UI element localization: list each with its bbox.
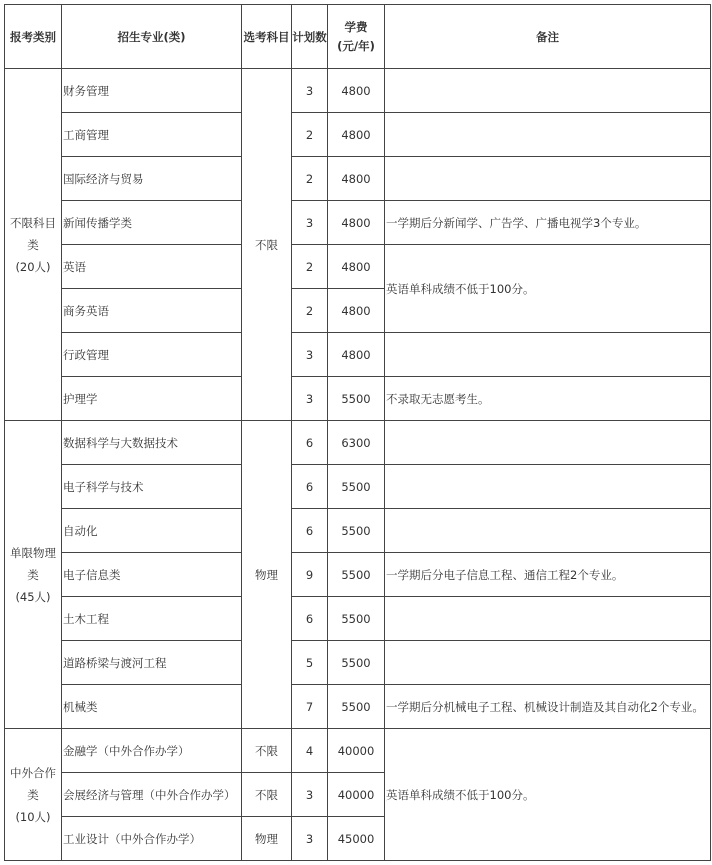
table-row (5, 201, 711, 245)
fee-cell: 5500 (328, 553, 385, 597)
table-row (5, 333, 711, 377)
note-cell (385, 597, 711, 641)
major-cell: 护理学 (62, 377, 242, 421)
category-cell (5, 729, 62, 861)
note-cell (385, 113, 711, 157)
major-cell: 工业设计（中外合作办学） (62, 817, 242, 861)
category-name: 中外合作类 (10, 765, 56, 802)
note-cell: 一学期后分机械电子工程、机械设计制造及其自动化2个专业。 (385, 685, 711, 729)
fee-cell: 45000 (328, 817, 385, 861)
fee-cell: 4800 (328, 69, 385, 113)
major-cell: 金融学（中外合作办学） (62, 729, 242, 773)
table-row (5, 157, 711, 201)
fee-cell: 5500 (328, 597, 385, 641)
fee-cell: 40000 (328, 729, 385, 773)
fee-cell: 4800 (328, 201, 385, 245)
plan-cell: 5 (292, 641, 328, 685)
note-cell: 英语单科成绩不低于100分。 (385, 245, 711, 333)
note-cell (385, 157, 711, 201)
major-cell: 英语 (62, 245, 242, 289)
plan-cell: 2 (292, 157, 328, 201)
note-cell: 英语单科成绩不低于100分。 (385, 729, 711, 861)
note-cell: 一学期后分电子信息工程、通信工程2个专业。 (385, 553, 711, 597)
fee-cell: 5500 (328, 509, 385, 553)
fee-cell: 40000 (328, 773, 385, 817)
table-row (5, 465, 711, 509)
plan-cell: 2 (292, 289, 328, 333)
fee-cell: 4800 (328, 333, 385, 377)
major-cell: 会展经济与管理（中外合作办学） (62, 773, 242, 817)
note-cell (385, 641, 711, 685)
plan-cell: 6 (292, 421, 328, 465)
table-row (5, 377, 711, 421)
table-row (5, 421, 711, 465)
plan-cell: 7 (292, 685, 328, 729)
header-category: 报考类别 (5, 5, 62, 69)
fee-cell: 4800 (328, 157, 385, 201)
table-row (5, 245, 711, 289)
plan-cell: 6 (292, 509, 328, 553)
subject-cell: 不限 (242, 69, 292, 421)
fee-cell: 5500 (328, 641, 385, 685)
plan-cell: 6 (292, 465, 328, 509)
category-count: (45人) (15, 589, 51, 604)
table-row (5, 641, 711, 685)
header-fee-line1: 学费 (344, 19, 368, 34)
subject-cell: 物理 (242, 817, 292, 861)
major-cell: 数据科学与大数据技术 (62, 421, 242, 465)
major-cell: 财务管理 (62, 69, 242, 113)
note-cell (385, 69, 711, 113)
major-cell: 土木工程 (62, 597, 242, 641)
category-count: (10人) (15, 809, 51, 824)
table-row (5, 69, 711, 113)
plan-cell: 3 (292, 333, 328, 377)
header-note: 备注 (385, 5, 711, 69)
fee-cell: 4800 (328, 113, 385, 157)
plan-cell: 2 (292, 113, 328, 157)
note-cell (385, 465, 711, 509)
major-cell: 自动化 (62, 509, 242, 553)
category-name: 单限物理类 (10, 545, 56, 582)
admission-plan-table (4, 4, 711, 861)
plan-cell: 3 (292, 773, 328, 817)
note-cell: 一学期后分新闻学、广告学、广播电视学3个专业。 (385, 201, 711, 245)
header-subject: 选考科目 (242, 5, 292, 69)
table-row (5, 113, 711, 157)
note-cell: 不录取无志愿考生。 (385, 377, 711, 421)
fee-cell: 4800 (328, 245, 385, 289)
table-row (5, 729, 711, 773)
table-row (5, 597, 711, 641)
note-cell (385, 421, 711, 465)
major-cell: 新闻传播学类 (62, 201, 242, 245)
header-plan: 计划数 (292, 5, 328, 69)
fee-cell: 6300 (328, 421, 385, 465)
plan-cell: 3 (292, 201, 328, 245)
table-header-row (5, 5, 711, 69)
plan-cell: 9 (292, 553, 328, 597)
table-row (5, 509, 711, 553)
plan-cell: 4 (292, 729, 328, 773)
major-cell: 行政管理 (62, 333, 242, 377)
major-cell: 商务英语 (62, 289, 242, 333)
category-cell (5, 69, 62, 421)
major-cell: 工商管理 (62, 113, 242, 157)
category-name: 不限科目类 (10, 215, 56, 252)
header-major: 招生专业(类) (62, 5, 242, 69)
major-cell: 电子信息类 (62, 553, 242, 597)
subject-cell: 不限 (242, 729, 292, 773)
major-cell: 道路桥梁与渡河工程 (62, 641, 242, 685)
plan-cell: 3 (292, 69, 328, 113)
note-cell (385, 509, 711, 553)
table-row (5, 685, 711, 729)
major-cell: 国际经济与贸易 (62, 157, 242, 201)
category-count: (20人) (15, 259, 51, 274)
note-cell (385, 333, 711, 377)
fee-cell: 5500 (328, 465, 385, 509)
fee-cell: 5500 (328, 685, 385, 729)
header-fee (328, 5, 385, 69)
subject-cell: 不限 (242, 773, 292, 817)
plan-cell: 3 (292, 817, 328, 861)
fee-cell: 5500 (328, 377, 385, 421)
plan-cell: 3 (292, 377, 328, 421)
table-row (5, 553, 711, 597)
major-cell: 机械类 (62, 685, 242, 729)
fee-cell: 4800 (328, 289, 385, 333)
category-cell (5, 421, 62, 729)
subject-cell: 物理 (242, 421, 292, 729)
plan-cell: 6 (292, 597, 328, 641)
header-fee-line2: (元/年) (337, 38, 375, 53)
major-cell: 电子科学与技术 (62, 465, 242, 509)
plan-cell: 2 (292, 245, 328, 289)
